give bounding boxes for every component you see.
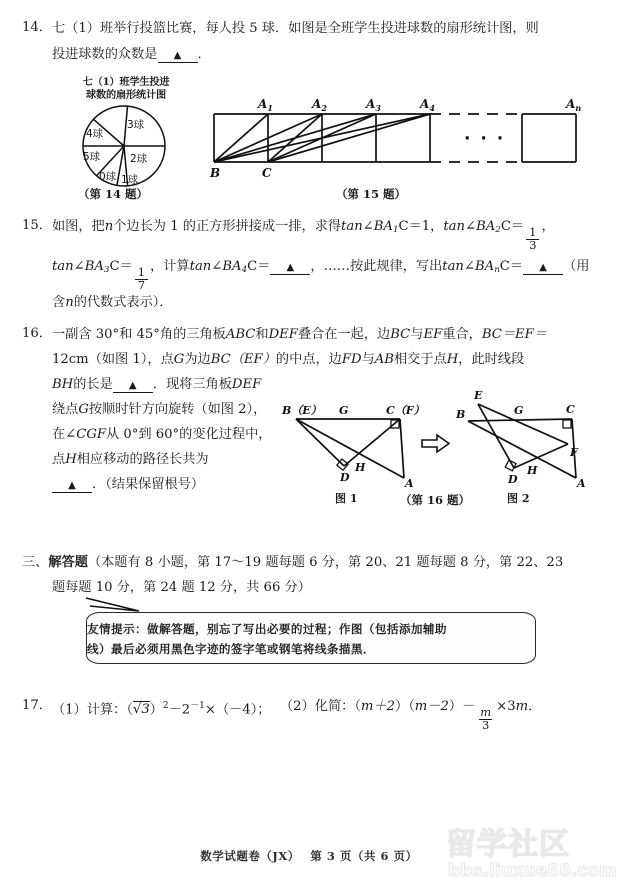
fig1-label-D: D xyxy=(340,471,350,484)
q15-tan4-sub: 4 xyxy=(241,264,248,275)
q15-tan2: tan∠BA xyxy=(443,219,496,234)
q15-frac-1-7-den: 7 xyxy=(135,279,148,292)
q16-l3b: ．现将三角板 xyxy=(152,377,232,392)
fig15-squares-diagram xyxy=(196,92,606,182)
fig15-label-A2: $A_2$ xyxy=(312,97,327,113)
q16-line4 xyxy=(52,397,266,422)
q17-frac-m-3 xyxy=(477,707,494,731)
fig16-fig2-label: 图 2 xyxy=(507,492,530,505)
q15-tan2-sub: 2 xyxy=(495,224,501,235)
fig16-fig1-label: 图 1 xyxy=(335,492,358,505)
q15-tail2: 含 xyxy=(52,295,66,310)
q15-tail-var-n: n xyxy=(65,295,74,310)
q16-l1e: 重合， xyxy=(442,327,482,342)
q16-ab: AB xyxy=(374,352,394,367)
q17-p1-label: （1）计算： xyxy=(52,702,127,718)
fig15-label-A4: $A_4$ xyxy=(420,97,435,113)
pie-label-4: 4球 xyxy=(86,128,104,140)
q17-frac-m-3-den: 3 xyxy=(479,719,492,732)
fig1-label-A: A xyxy=(405,477,414,490)
q15-tan4-eq: C＝ xyxy=(247,259,271,274)
q16-l1c: 叠合在一起，边 xyxy=(297,327,391,342)
q16-line1 xyxy=(52,322,547,347)
pie-label-1: 1球 xyxy=(121,174,139,186)
fig2-label-C: C xyxy=(566,403,575,416)
q16-g1: G xyxy=(173,352,185,367)
q16-l7a: ．（结果保留根号） xyxy=(92,477,205,492)
q17-sqrt-icon: √3 xyxy=(132,702,150,718)
q16-line3 xyxy=(52,372,261,397)
q16-def2: DEF xyxy=(231,377,262,392)
q15-tann-eq: C＝ xyxy=(499,259,524,274)
fig2-label-D: D xyxy=(508,473,518,486)
q16-l4a: 绕点 xyxy=(52,402,79,417)
fig14-title-line2: 球数的扇形统计图 xyxy=(86,89,166,101)
q16-l6a: 点 xyxy=(52,452,66,467)
q17-p2-a: （ xyxy=(354,699,361,714)
q16-abc: ABC xyxy=(225,327,256,342)
fig15-caption: （第 15 题） xyxy=(336,187,407,201)
q14-line1: 七（1）班举行投篮比赛，每人投 5 球．如图是全班学生投进球数的扇形统计图，则 xyxy=(52,21,539,36)
fig14-title-line1: 七（1）班学生投进 xyxy=(82,76,170,88)
fig2-label-B: B xyxy=(456,408,466,421)
pie-label-5: 5球 xyxy=(83,151,101,163)
q15-line1 xyxy=(52,214,555,252)
fig1-label-B: B（E） xyxy=(282,404,322,417)
q16-l2f: ，此时线段 xyxy=(458,352,525,367)
q16-l2a: 12cm（如图 1），点 xyxy=(52,352,174,367)
q15-tan1-eq: C＝1， xyxy=(398,219,444,234)
q16-number: 16． xyxy=(22,326,52,341)
footer-subject: 数学试题卷（JX） xyxy=(200,849,300,863)
q15-var-n: n xyxy=(104,219,114,234)
q16-l2d: 与 xyxy=(361,352,375,367)
q14-line2 xyxy=(52,42,211,67)
q17-p1-c: －2 xyxy=(168,702,191,718)
q16-bc: BC xyxy=(390,327,411,342)
watermark-title: 留学社区 xyxy=(446,827,570,862)
q15-tan3: tan∠BA xyxy=(52,259,104,274)
q15-tan3-sub: 3 xyxy=(103,264,110,275)
tip-line1: 友情提示：做解答题，别忘了写出必要的过程；作图（包括添加辅助 xyxy=(87,622,447,636)
q16-bh: BH xyxy=(52,377,74,392)
q17-p2-d: ×3 xyxy=(496,699,516,714)
tip-line2: 线）最后必须用黑色字迹的签字笔或钢笔将线条描黑． xyxy=(87,642,375,656)
q16-def: DEF xyxy=(268,327,298,342)
q15-frac-1-7 xyxy=(135,267,148,291)
fig15-label-A3: $A_3$ xyxy=(366,97,381,113)
q16-answer-blank-1[interactable]: ▲ xyxy=(113,381,153,393)
fig15-label-A1: $A_1$ xyxy=(258,97,273,113)
q16-line7 xyxy=(52,472,204,497)
q16-cgf: CGF xyxy=(76,427,107,442)
fig2-label-G: G xyxy=(514,404,524,417)
q16-answer-blank-2[interactable]: ▲ xyxy=(52,481,92,493)
q17-p2-m2a: m＋2 xyxy=(360,699,396,714)
q17-frac-m-3-num: m xyxy=(480,705,492,720)
q17-part1 xyxy=(52,694,270,722)
fig16-triangle-diagrams xyxy=(282,386,612,496)
q16-l2e: 相交于点 xyxy=(393,352,447,367)
q15-frac-1-3 xyxy=(526,227,539,251)
fig15-label-B: B xyxy=(210,166,221,180)
section3-prefix: 三、 xyxy=(22,555,49,570)
q16-bcef: BC（EF） xyxy=(210,352,276,367)
tip-box xyxy=(86,612,536,664)
watermark-url: bbs.liuxue86.com xyxy=(448,861,617,881)
q17-p2-e: ． xyxy=(528,699,542,714)
fig16-caption: （第 16 题） xyxy=(400,493,471,507)
pie-label-0: 0球 xyxy=(99,171,117,183)
q16-line5 xyxy=(52,422,271,447)
pie-label-3: 3球 xyxy=(127,119,145,131)
q16-l1b: 和 xyxy=(255,327,269,342)
pie-label-2: 2球 xyxy=(130,153,148,165)
q15-mid: ，计算 xyxy=(150,259,190,274)
q16-g2: G xyxy=(78,402,89,417)
q16-line2 xyxy=(52,347,524,372)
q14-number: 14． xyxy=(22,20,52,35)
q15-tan2-eq: C＝ xyxy=(500,219,525,234)
fig15-ellipsis: · · · xyxy=(464,129,506,149)
section3-title: 解答题 xyxy=(48,555,88,570)
q17-p1-sup2: －1 xyxy=(190,701,205,711)
q17-p2-c: ）－ xyxy=(448,699,476,714)
q17-p1-a: （ xyxy=(126,702,133,718)
q16-l4b: 按顺时针方向旋转（如图 2）， xyxy=(88,402,267,417)
q15-tan3-eq: C＝ xyxy=(109,259,133,274)
q17-part2 xyxy=(280,694,541,732)
fig2-label-E: E xyxy=(474,389,483,402)
q17-p1-b: ） xyxy=(149,702,163,718)
section3-heading-line1 xyxy=(22,550,563,575)
section3-line1: （本题有 8 小题，第 17～19 题每题 6 分，第 20、21 题每题 8 分，第 22、23 xyxy=(87,555,564,570)
q16-l2b: 为边 xyxy=(184,352,211,367)
fig2-label-H: H xyxy=(527,464,538,477)
fig15-label-An: $A_n$ xyxy=(566,97,582,113)
fig14-title xyxy=(62,76,190,102)
page-footer xyxy=(0,848,618,864)
q16-ef: EF xyxy=(423,327,443,342)
q17-p2-b: ）（ xyxy=(395,699,415,714)
q14-answer-blank[interactable]: ▲ xyxy=(158,51,198,63)
q15-tann-sub: n xyxy=(494,264,500,275)
q15-tan1: tan∠BA xyxy=(341,219,393,234)
q17-p2-m2b: m－2 xyxy=(414,699,449,714)
pie-chart xyxy=(72,104,176,188)
q16-h2: H xyxy=(65,452,77,467)
q17-p1-sup1: 2 xyxy=(162,701,169,711)
q17-sqrt-val: 3 xyxy=(141,702,150,718)
section3-heading-line2: 题每题 10 分，第 24 题 12 分，共 66 分） xyxy=(52,580,311,595)
q17-number: 17． xyxy=(22,698,52,713)
q16-fd: FD xyxy=(341,352,362,367)
q16-h1: H xyxy=(446,352,459,367)
q16-l1a: 一副含 30°和 45°角的三角板 xyxy=(52,327,226,342)
q16-l2c: 的中点，边 xyxy=(275,352,342,367)
q15-frac-1-3-num: 1 xyxy=(529,225,537,240)
q15-tail3: 的代数式表示）． xyxy=(73,295,173,310)
fig2-label-F: F xyxy=(570,446,578,459)
q15-answer-blank-2[interactable]: ▲ xyxy=(523,263,563,275)
q15-dots: ，……按此规律，写出 xyxy=(310,259,443,274)
q16-line6 xyxy=(52,447,209,472)
footer-page-number: 第 3 页（共 6 页） xyxy=(310,849,418,863)
q15-frac-1-3-den: 3 xyxy=(526,239,539,252)
fig1-label-G: G xyxy=(339,404,349,417)
q15-tann: tan∠BA xyxy=(442,259,495,274)
q16-l1f: BC＝EF＝ xyxy=(481,327,547,342)
q15-answer-blank-1[interactable]: ▲ xyxy=(270,263,310,275)
fig15-label-C: C xyxy=(262,166,272,180)
q16-l3a: 的长是 xyxy=(73,377,113,392)
q15-line2 xyxy=(52,254,589,292)
fig1-label-C: C（F） xyxy=(386,404,425,417)
fig2-label-A: A xyxy=(577,477,586,490)
fig1-label-H: H xyxy=(355,461,366,474)
rotation-arrow-icon xyxy=(422,435,449,452)
q16-l5b: 从 0°到 60°的变化过程中， xyxy=(106,427,272,442)
q15-tail1: （用 xyxy=(563,259,590,274)
q15-t1: 如图，把 xyxy=(52,219,105,234)
q15-t2: 个边长为 1 的正方形拼接成一排，求得 xyxy=(113,219,342,234)
q15-frac-1-7-num: 1 xyxy=(137,265,146,280)
q14-line2-period: ． xyxy=(197,47,211,62)
q17-p2-label: （2）化简： xyxy=(280,699,355,714)
q15-line3 xyxy=(52,290,173,315)
q15-tan1-sub: 1 xyxy=(392,224,399,235)
q15-comma: ， xyxy=(541,219,555,234)
q16-l5a: 在∠ xyxy=(52,427,77,442)
q15-tan4: tan∠BA xyxy=(189,259,242,274)
q14-line2-text: 投进球数的众数是 xyxy=(52,47,158,62)
q16-l1d: 与 xyxy=(410,327,424,342)
q17-p1-d: ×（－4）； xyxy=(204,702,271,718)
q16-l6b: 相应移动的路径长共为 xyxy=(76,452,209,467)
q15-number: 15． xyxy=(22,218,52,233)
fig14-caption: （第 14 题） xyxy=(78,187,149,201)
q17-p2-m: m xyxy=(515,699,529,714)
